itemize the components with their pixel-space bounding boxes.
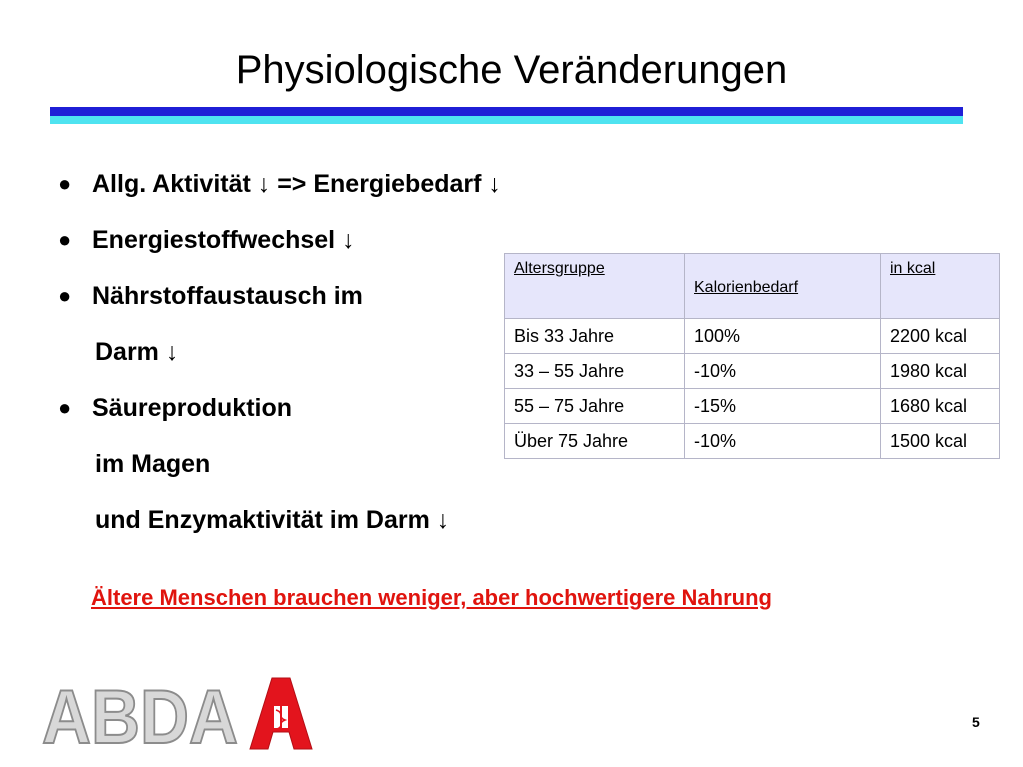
bullet-line	[58, 156, 598, 212]
bullet-dot: ●	[58, 283, 72, 308]
table-header-cell: Altersgruppe	[505, 254, 685, 319]
table-cell: 100%	[685, 319, 881, 354]
bullet-text: im Magen	[95, 450, 211, 478]
bullet-dot: ●	[58, 395, 72, 420]
table-row	[505, 354, 1000, 389]
table-cell: 1680 kcal	[881, 389, 1000, 424]
table-cell: -15%	[685, 389, 881, 424]
pharmacy-a-icon	[250, 678, 312, 749]
bullet-text: Darm ↓	[95, 338, 179, 366]
bullet-text: Säureproduktion	[92, 394, 293, 422]
title-rule-light	[50, 116, 963, 124]
table-row	[505, 389, 1000, 424]
table-cell: Bis 33 Jahre	[505, 319, 685, 354]
table-cell: 2200 kcal	[881, 319, 1000, 354]
bullet-text: Energiestoffwechsel ↓	[92, 226, 355, 254]
table-header-cell: in kcal	[881, 254, 1000, 319]
calorie-table	[504, 253, 1000, 459]
bullet-dot: ●	[58, 227, 72, 252]
abda-logo-wordmark: ABDA	[42, 675, 238, 752]
table-cell: 33 – 55 Jahre	[505, 354, 685, 389]
table-cell: 1500 kcal	[881, 424, 1000, 459]
table-row	[505, 319, 1000, 354]
page-number: 5	[972, 714, 980, 730]
table-row	[505, 424, 1000, 459]
bullet-line	[58, 492, 598, 548]
table-cell: -10%	[685, 424, 881, 459]
table-cell: 55 – 75 Jahre	[505, 389, 685, 424]
abda-logo	[36, 672, 316, 752]
bullet-text: und Enzymaktivität im Darm ↓	[95, 506, 450, 534]
title-rule-dark	[50, 107, 963, 116]
bullet-dot: ●	[58, 171, 72, 196]
table-cell: Über 75 Jahre	[505, 424, 685, 459]
table-header-cell: Kalorienbedarf	[685, 254, 881, 319]
slide-title: Physiologische Veränderungen	[235, 48, 788, 92]
bullet-text: Allg. Aktivität ↓ => Energiebedarf ↓	[92, 170, 501, 198]
table-cell: 1980 kcal	[881, 354, 1000, 389]
bullet-text: Nährstoffaustausch im	[92, 282, 363, 310]
conclusion-text: Ältere Menschen brauchen weniger, aber hochwertigere Nahrung	[91, 585, 772, 610]
table-cell: -10%	[685, 354, 881, 389]
table-header-row	[505, 254, 1000, 319]
